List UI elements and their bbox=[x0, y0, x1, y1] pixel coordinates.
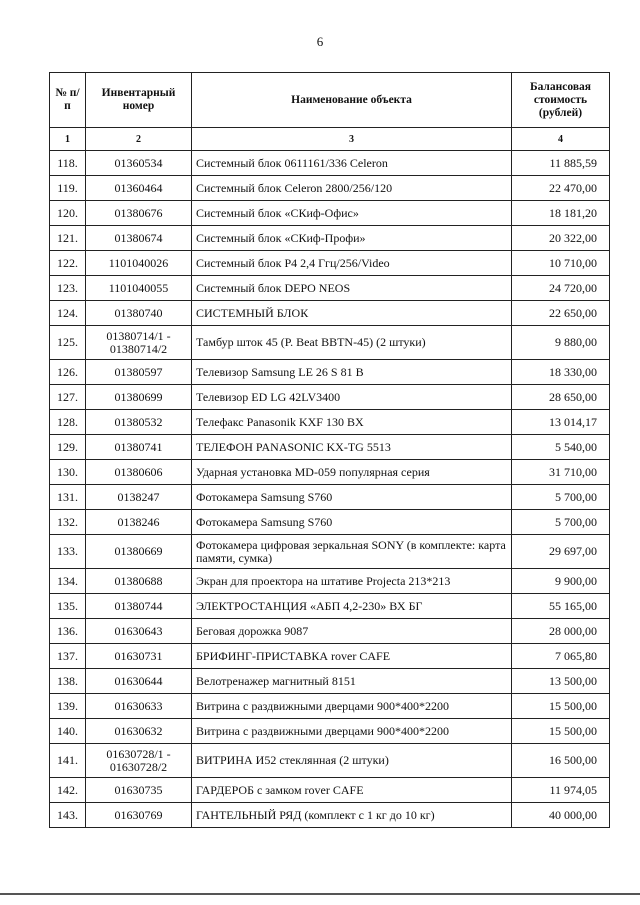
object-name: ГАНТЕЛЬНЫЙ РЯД (комплект с 1 кг до 10 кг) bbox=[192, 803, 512, 828]
balance-cost: 31 710,00 bbox=[512, 460, 610, 485]
inventory-number: 01380606 bbox=[86, 460, 192, 485]
row-number: 130. bbox=[50, 460, 86, 485]
balance-cost: 29 697,00 bbox=[512, 535, 610, 569]
row-number: 139. bbox=[50, 694, 86, 719]
inventory-number: 01380741 bbox=[86, 435, 192, 460]
table-row bbox=[50, 619, 610, 644]
row-number: 122. bbox=[50, 251, 86, 276]
row-number: 132. bbox=[50, 510, 86, 535]
header-object-name: Наименование объекта bbox=[192, 73, 512, 128]
row-number: 129. bbox=[50, 435, 86, 460]
object-name: ТЕЛЕФОН PANASONIC KX-TG 5513 bbox=[192, 435, 512, 460]
row-number: 127. bbox=[50, 385, 86, 410]
balance-cost: 22 650,00 bbox=[512, 301, 610, 326]
object-name: Телевизор ED LG 42LV3400 bbox=[192, 385, 512, 410]
table-row bbox=[50, 669, 610, 694]
row-number: 120. bbox=[50, 201, 86, 226]
object-name: БРИФИНГ-ПРИСТАВКА rover CAFE bbox=[192, 644, 512, 669]
object-name: Витрина с раздвижными дверцами 900*400*2200 bbox=[192, 719, 512, 744]
row-number: 143. bbox=[50, 803, 86, 828]
balance-cost: 40 000,00 bbox=[512, 803, 610, 828]
table-header-row bbox=[50, 73, 610, 128]
table-row bbox=[50, 744, 610, 778]
table-row bbox=[50, 151, 610, 176]
object-name: ВИТРИНА И52 стеклянная (2 штуки) bbox=[192, 744, 512, 778]
object-name: Велотренажер магнитный 8151 bbox=[192, 669, 512, 694]
balance-cost: 28 000,00 bbox=[512, 619, 610, 644]
balance-cost: 13 500,00 bbox=[512, 669, 610, 694]
inventory-number: 01380669 bbox=[86, 535, 192, 569]
inventory-table bbox=[49, 72, 610, 828]
balance-cost: 24 720,00 bbox=[512, 276, 610, 301]
object-name: СИСТЕМНЫЙ БЛОК bbox=[192, 301, 512, 326]
inventory-number: 01380676 bbox=[86, 201, 192, 226]
row-number: 136. bbox=[50, 619, 86, 644]
column-index: 4 bbox=[512, 128, 610, 151]
column-index-row bbox=[50, 128, 610, 151]
balance-cost: 15 500,00 bbox=[512, 719, 610, 744]
row-number: 118. bbox=[50, 151, 86, 176]
row-number: 128. bbox=[50, 410, 86, 435]
table-row bbox=[50, 510, 610, 535]
inventory-number: 01630735 bbox=[86, 778, 192, 803]
inventory-number: 01380597 bbox=[86, 360, 192, 385]
row-number: 133. bbox=[50, 535, 86, 569]
object-name: Системный блок «СКиф-Профи» bbox=[192, 226, 512, 251]
table-row bbox=[50, 460, 610, 485]
row-number: 119. bbox=[50, 176, 86, 201]
object-name: Системный блок Celeron 2800/256/120 bbox=[192, 176, 512, 201]
object-name: Системный блок «СКиф-Офис» bbox=[192, 201, 512, 226]
row-number: 137. bbox=[50, 644, 86, 669]
inventory-number: 01360534 bbox=[86, 151, 192, 176]
inventory-number: 01630632 bbox=[86, 719, 192, 744]
inventory-number: 01630731 bbox=[86, 644, 192, 669]
object-name: Системный блок 0611161/336 Celeron bbox=[192, 151, 512, 176]
balance-cost: 20 322,00 bbox=[512, 226, 610, 251]
balance-cost: 22 470,00 bbox=[512, 176, 610, 201]
object-name: Тамбур шток 45 (P. Beat BBTN-45) (2 штуки) bbox=[192, 326, 512, 360]
table-row bbox=[50, 176, 610, 201]
row-number: 142. bbox=[50, 778, 86, 803]
table-row bbox=[50, 326, 610, 360]
row-number: 124. bbox=[50, 301, 86, 326]
object-name: Витрина с раздвижными дверцами 900*400*2200 bbox=[192, 694, 512, 719]
balance-cost: 15 500,00 bbox=[512, 694, 610, 719]
balance-cost: 55 165,00 bbox=[512, 594, 610, 619]
inventory-number: 01360464 bbox=[86, 176, 192, 201]
table-row bbox=[50, 535, 610, 569]
object-name: Фотокамера Samsung S760 bbox=[192, 510, 512, 535]
inventory-number: 01630728/1 - 01630728/2 bbox=[86, 744, 192, 778]
row-number: 135. bbox=[50, 594, 86, 619]
row-number: 126. bbox=[50, 360, 86, 385]
row-number: 138. bbox=[50, 669, 86, 694]
bottom-rule bbox=[0, 893, 640, 895]
object-name: Системный блок DEPO NEOS bbox=[192, 276, 512, 301]
column-index: 2 bbox=[86, 128, 192, 151]
inventory-number: 01630643 bbox=[86, 619, 192, 644]
header-balance-cost: Балансовая стоимость (рублей) bbox=[512, 73, 610, 128]
table-row bbox=[50, 201, 610, 226]
page-number: 6 bbox=[316, 34, 324, 49]
row-number: 134. bbox=[50, 569, 86, 594]
table-row bbox=[50, 569, 610, 594]
inventory-number: 01380714/1 - 01380714/2 bbox=[86, 326, 192, 360]
inventory-number: 01380688 bbox=[86, 569, 192, 594]
object-name: Фотокамера Samsung S760 bbox=[192, 485, 512, 510]
table-row bbox=[50, 385, 610, 410]
object-name: ЭЛЕКТРОСТАНЦИЯ «АБП 4,2-230» ВХ БГ bbox=[192, 594, 512, 619]
object-name: Телевизор Samsung LE 26 S 81 B bbox=[192, 360, 512, 385]
balance-cost: 10 710,00 bbox=[512, 251, 610, 276]
inventory-number: 01380532 bbox=[86, 410, 192, 435]
table-row bbox=[50, 778, 610, 803]
object-name: Ударная установка MD-059 популярная серия bbox=[192, 460, 512, 485]
inventory-number: 0138246 bbox=[86, 510, 192, 535]
row-number: 125. bbox=[50, 326, 86, 360]
row-number: 121. bbox=[50, 226, 86, 251]
balance-cost: 28 650,00 bbox=[512, 385, 610, 410]
balance-cost: 18 181,20 bbox=[512, 201, 610, 226]
balance-cost: 16 500,00 bbox=[512, 744, 610, 778]
table-row bbox=[50, 301, 610, 326]
inventory-number: 1101040055 bbox=[86, 276, 192, 301]
inventory-number: 01380699 bbox=[86, 385, 192, 410]
table-row bbox=[50, 694, 610, 719]
object-name: Экран для проектора на штативе Projecta 213*213 bbox=[192, 569, 512, 594]
balance-cost: 18 330,00 bbox=[512, 360, 610, 385]
table-row bbox=[50, 594, 610, 619]
balance-cost: 5 700,00 bbox=[512, 485, 610, 510]
header-num: № п/п bbox=[50, 73, 86, 128]
inventory-number: 0138247 bbox=[86, 485, 192, 510]
inventory-number: 1101040026 bbox=[86, 251, 192, 276]
table-row bbox=[50, 485, 610, 510]
balance-cost: 13 014,17 bbox=[512, 410, 610, 435]
balance-cost: 9 880,00 bbox=[512, 326, 610, 360]
row-number: 141. bbox=[50, 744, 86, 778]
table-row bbox=[50, 410, 610, 435]
row-number: 140. bbox=[50, 719, 86, 744]
column-index: 3 bbox=[192, 128, 512, 151]
table-row bbox=[50, 360, 610, 385]
column-index: 1 bbox=[50, 128, 86, 151]
table-row bbox=[50, 644, 610, 669]
table-row bbox=[50, 226, 610, 251]
inventory-number: 01380744 bbox=[86, 594, 192, 619]
table-row bbox=[50, 251, 610, 276]
object-name: ГАРДЕРОБ с замком rover CAFE bbox=[192, 778, 512, 803]
row-number: 123. bbox=[50, 276, 86, 301]
object-name: Системный блок Р4 2,4 Ггц/256/Video bbox=[192, 251, 512, 276]
balance-cost: 5 700,00 bbox=[512, 510, 610, 535]
balance-cost: 5 540,00 bbox=[512, 435, 610, 460]
object-name: Телефакс Panasonik KXF 130 BX bbox=[192, 410, 512, 435]
table-row bbox=[50, 435, 610, 460]
inventory-number: 01630644 bbox=[86, 669, 192, 694]
balance-cost: 7 065,80 bbox=[512, 644, 610, 669]
header-inventory-number: Инвентарный номер bbox=[86, 73, 192, 128]
object-name: Беговая дорожка 9087 bbox=[192, 619, 512, 644]
inventory-number: 01380674 bbox=[86, 226, 192, 251]
inventory-number: 01380740 bbox=[86, 301, 192, 326]
table-row bbox=[50, 719, 610, 744]
balance-cost: 11 885,59 bbox=[512, 151, 610, 176]
inventory-number: 01630633 bbox=[86, 694, 192, 719]
balance-cost: 9 900,00 bbox=[512, 569, 610, 594]
table-row bbox=[50, 276, 610, 301]
inventory-number: 01630769 bbox=[86, 803, 192, 828]
table-row bbox=[50, 803, 610, 828]
row-number: 131. bbox=[50, 485, 86, 510]
balance-cost: 11 974,05 bbox=[512, 778, 610, 803]
object-name: Фотокамера цифровая зеркальная SONY (в комплекте: карта памяти, сумка) bbox=[192, 535, 512, 569]
